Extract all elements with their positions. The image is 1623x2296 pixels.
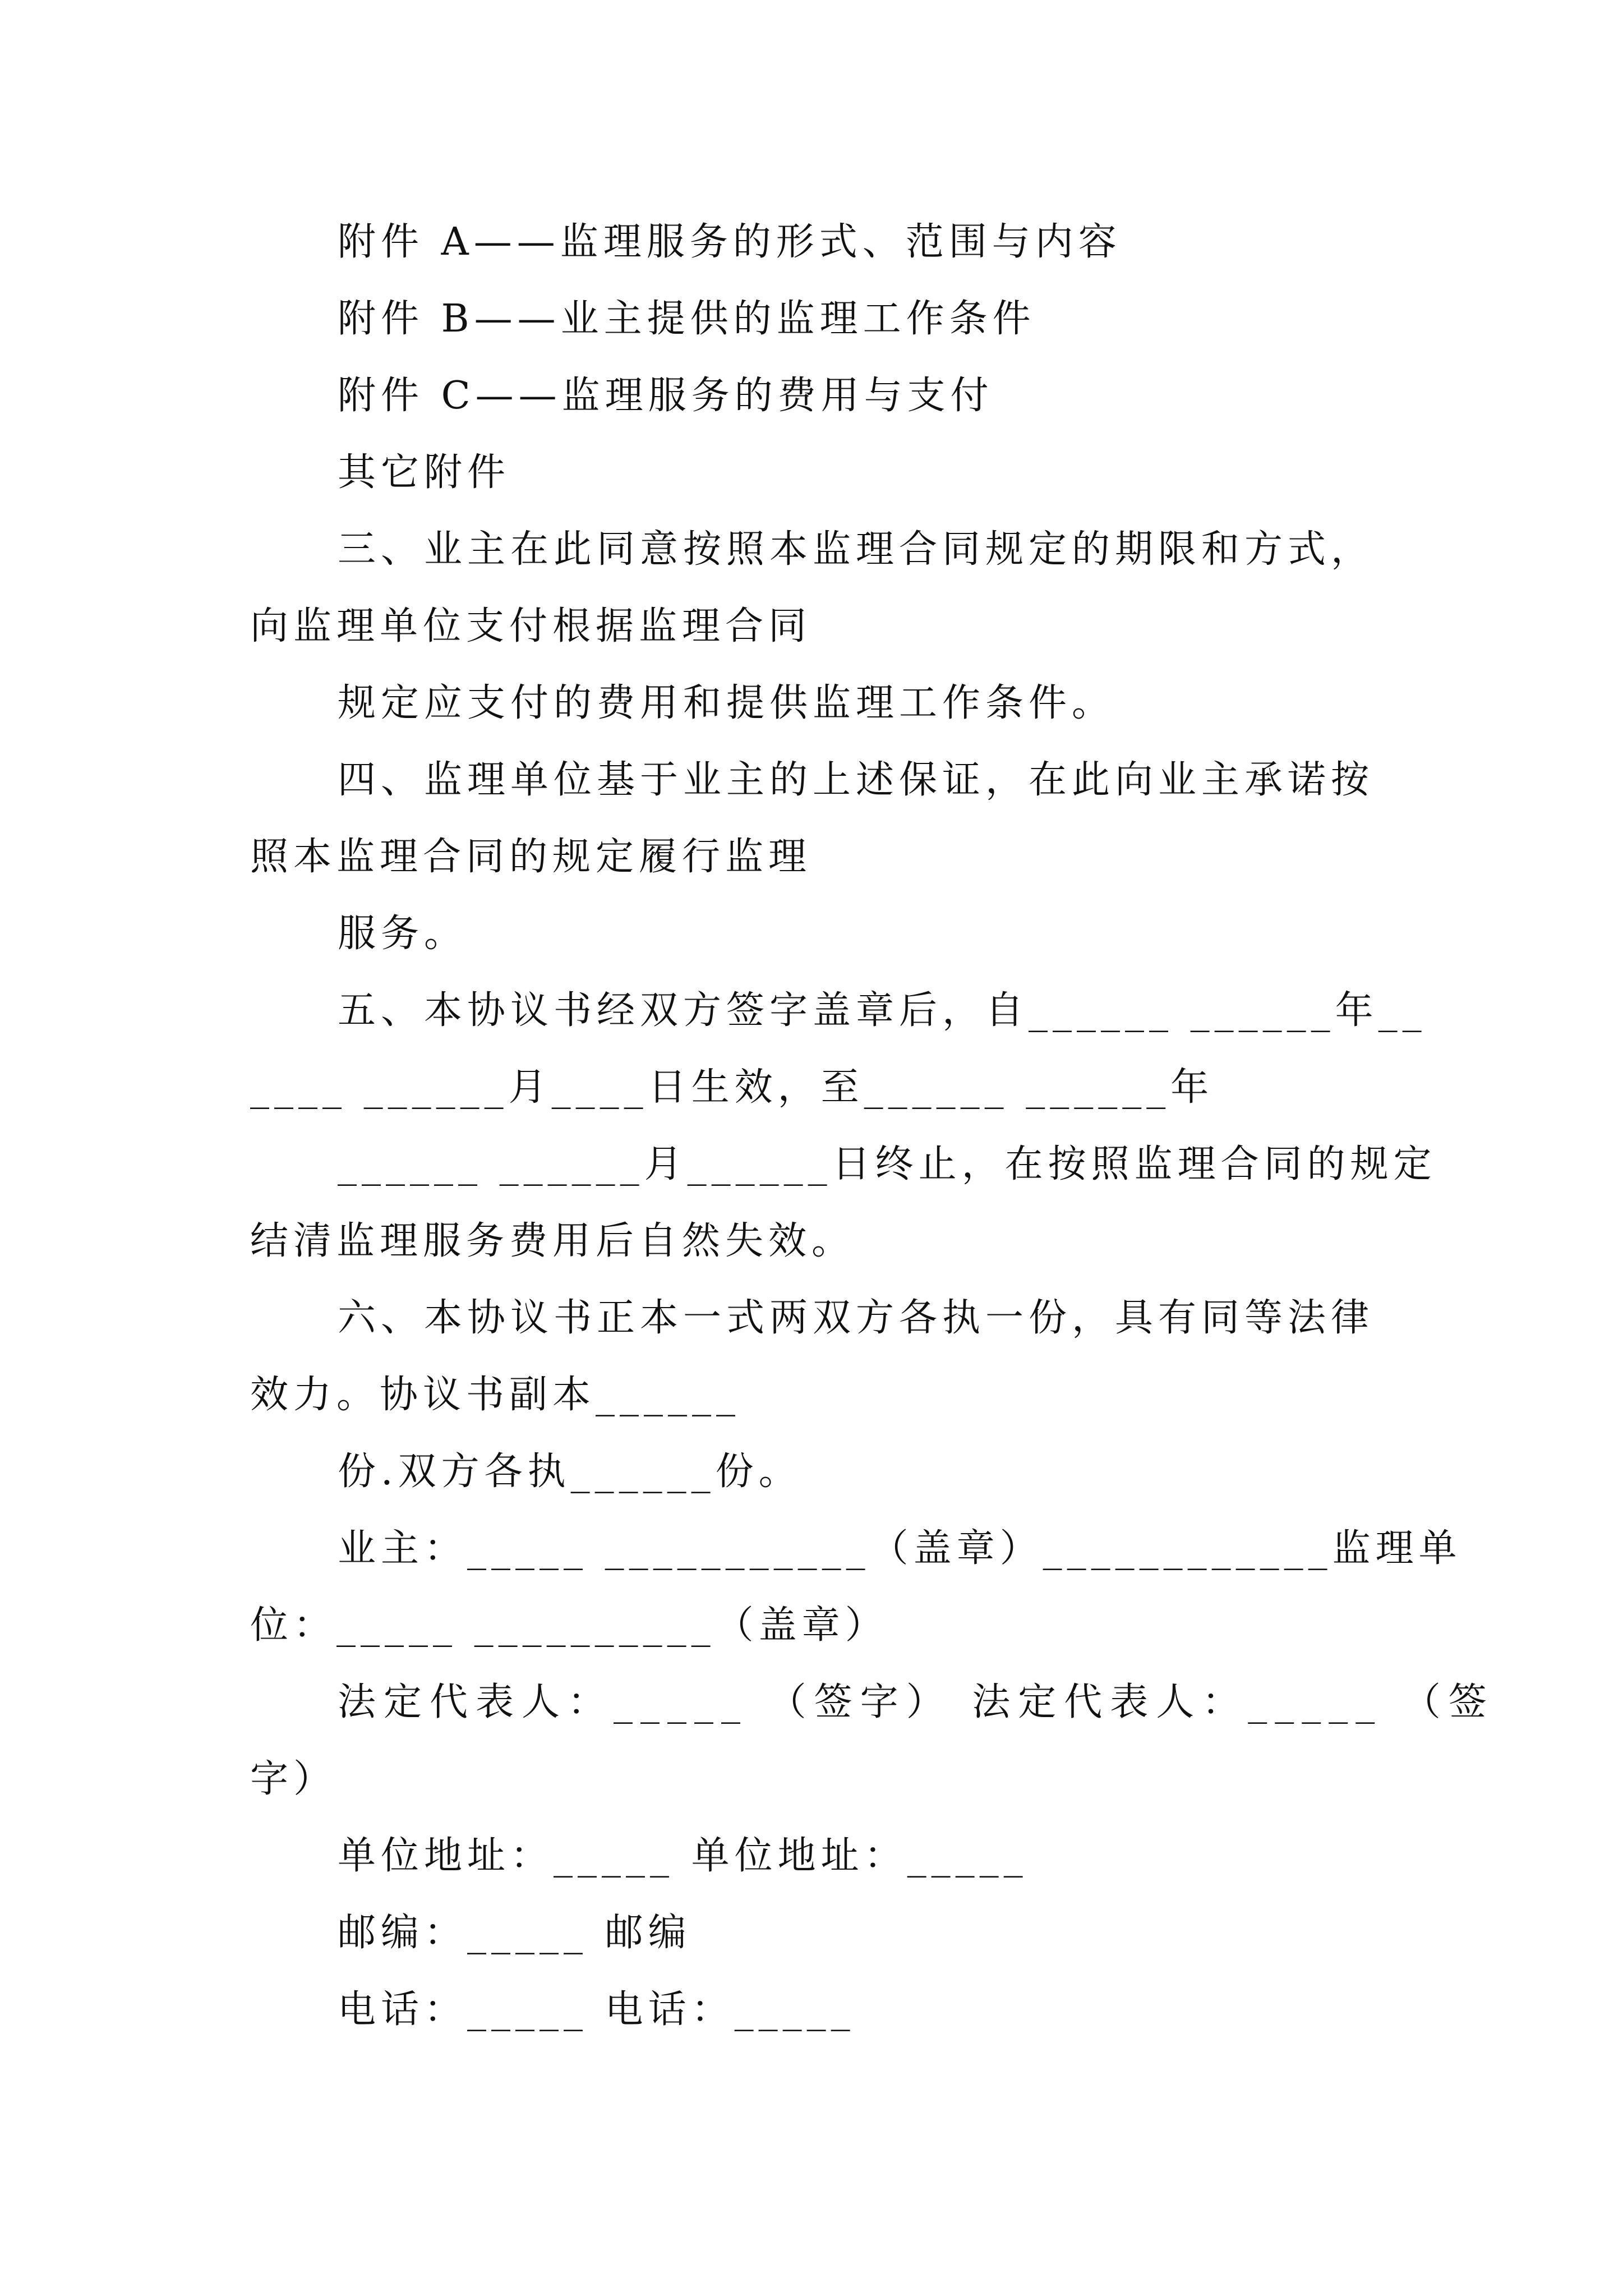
- clause-five-line-1: 五、本协议书经双方签字盖章后，自______ ______年__: [338, 988, 1427, 1033]
- attachment-c-line: 附件 C——监理服务的费用与支付: [338, 374, 994, 418]
- clause-six-line-2: 效力。协议书副本______: [250, 1373, 741, 1417]
- clause-four-line-2: 照本监理合同的规定履行监理: [250, 835, 812, 879]
- legal-representative-line: 法定代表人：_____ （签字） 法定代表人：_____ （签: [338, 1680, 1495, 1724]
- clause-five-line-3: ______ ______月______日终止，在按照监理合同的规定: [338, 1142, 1437, 1186]
- clause-three-line-1: 三、业主在此同意按照本监理合同规定的期限和方式，: [338, 527, 1375, 572]
- clause-five-line-4: 结清监理服务费用后自然失效。: [250, 1219, 855, 1263]
- postcode-line: 邮编：_____ 邮编: [338, 1911, 691, 1955]
- clause-six-line-3: 份.双方各执______份。: [338, 1450, 802, 1494]
- address-line: 单位地址：_____ 单位地址：_____: [338, 1834, 1028, 1878]
- phone-line: 电话：_____ 电话：_____: [338, 1987, 855, 2032]
- attachment-b-line: 附件 B——业主提供的监理工作条件: [338, 297, 1036, 341]
- clause-three-line-2: 向监理单位支付根据监理合同: [250, 604, 812, 648]
- other-attachments-line: 其它附件: [338, 450, 511, 495]
- clause-five-line-2: ____ ______月____日生效，至______ ______年: [250, 1065, 1214, 1110]
- clause-four-line-1: 四、监理单位基于业主的上述保证，在此向业主承诺按: [338, 758, 1375, 802]
- clause-three-line-3: 规定应支付的费用和提供监理工作条件。: [338, 681, 1115, 725]
- clause-six-line-1: 六、本协议书正本一式两双方各执一份，具有同等法律: [338, 1296, 1375, 1340]
- attachment-a-line: 附件 A——监理服务的形式、范围与内容: [338, 220, 1122, 264]
- legal-representative-line-2: 字）: [250, 1757, 337, 1801]
- clause-four-line-3: 服务。: [338, 912, 468, 956]
- signature-owner-line: 业主：_____ ___________（盖章）____________监理单: [338, 1526, 1462, 1571]
- signature-unit-line: 位：_____ __________（盖章）: [250, 1603, 888, 1648]
